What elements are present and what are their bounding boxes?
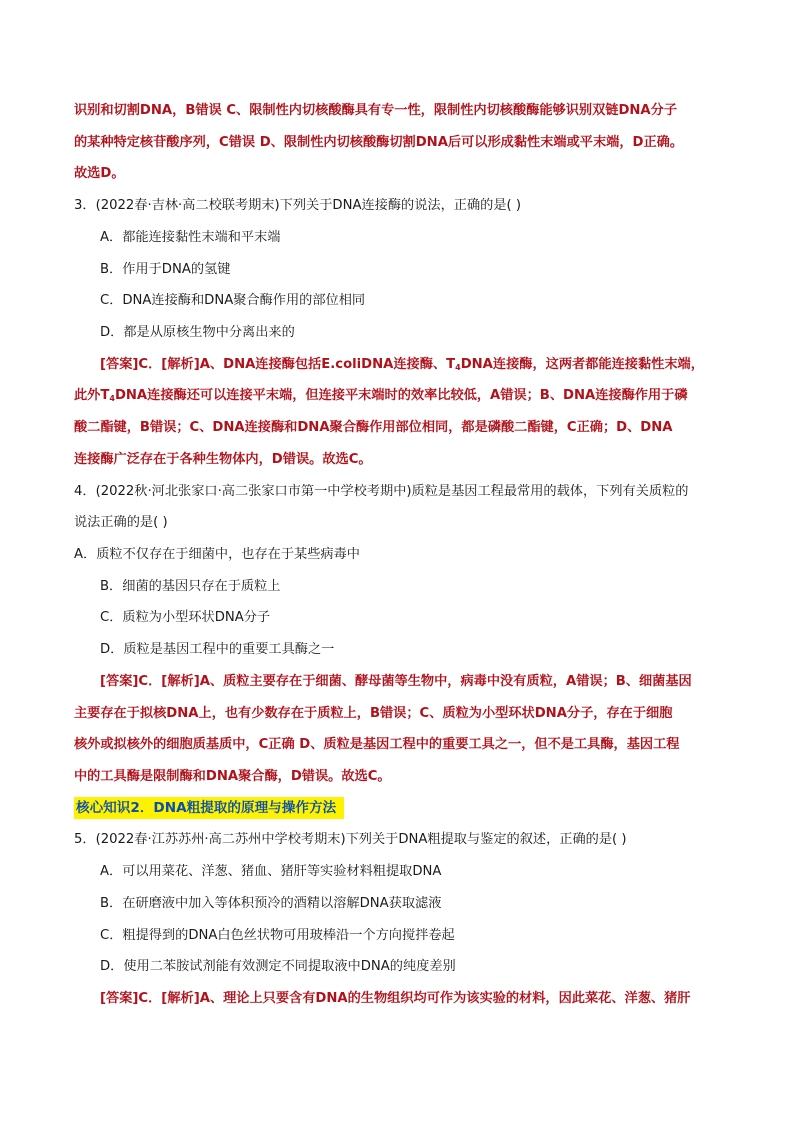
q4-answer-line-1: [答案]C．[解析]A、质粒主要存在于细菌、酵母菌等生物中，病毒中没有质粒，A错误；B、细菌基因: [100, 674, 692, 689]
subscript: 4: [455, 363, 461, 372]
q3-answer-line-4: 连接酶广泛存在于各种生物体内，D错误。故选C。: [74, 452, 372, 467]
q5-option-b: B．在研磨液中加入等体积预冷的酒精以溶解DNA获取滤液: [100, 896, 442, 911]
prev-answer-line-3: 故选D。: [74, 166, 125, 181]
subscript: 4: [109, 394, 115, 403]
q3-option-a: A．都能连接黏性末端和平末端: [100, 230, 281, 245]
q3-answer-line-2: [74, 386, 688, 406]
prev-answer-line-2: 的某种特定核苷酸序列，C错误 D、限制性内切核酸酶切割DNA后可以形成黏性末端或平末端，D正确。: [74, 135, 684, 150]
q3-answer-text: DNA连接酶，这两者都能连接黏性末端，: [460, 357, 704, 372]
q4-answer-line-3: 核外或拟核外的细胞质基质中，C正确 D、质粒是基因工程中的重要工具之一，但不是工具酶，基因工程: [74, 737, 680, 752]
q5-answer-line-1: [答案]C．[解析]A、理论上只要含有DNA的生物组织均可作为该实验的材料，因此菜花、洋葱、猪肝: [100, 991, 691, 1006]
q5-option-c: C．粗提得到的DNA白色丝状物可用玻棒沿一个方向搅拌卷起: [100, 928, 455, 943]
q3-answer-line-1: [100, 355, 704, 375]
q5-stem: 5．(2022春·江苏苏州·高二苏州中学校考期末)下列关于DNA粗提取与鉴定的叙述，正确的是( ): [74, 832, 627, 847]
q4-answer-line-2: 主要存在于拟核DNA上，也有少数存在于质粒上，B错误；C、质粒为小型环状DNA分子，存在于细胞: [74, 706, 673, 721]
q3-answer-line-3: 酸二酯键，B错误；C、DNA连接酶和DNA聚合酶作用部位相同，都是磷酸二酯键，C正确；D、DNA: [74, 420, 673, 435]
q4-option-a: A．质粒不仅存在于细菌中，也存在于某些病毒中: [74, 547, 360, 562]
q4-stem-line-1: 4．(2022秋·河北张家口·高二张家口市第一中学校考期中)质粒是基因工程最常用的载体，下列有关质粒的: [74, 484, 689, 499]
q4-option-b: B．细菌的基因只存在于质粒上: [100, 579, 281, 594]
q3-option-c: C．DNA连接酶和DNA聚合酶作用的部位相同: [100, 293, 366, 308]
q3-stem: 3．(2022春·吉林·高二校联考期末)下列关于DNA连接酶的说法，正确的是( ): [74, 198, 522, 213]
q4-stem-line-2: 说法正确的是( ): [74, 515, 168, 530]
q5-option-d: D．使用二苯胺试剂能有效测定不同提取液中DNA的纯度差别: [100, 959, 456, 974]
section-heading: 核心知识2．DNA粗提取的原理与操作方法: [74, 797, 344, 819]
q4-option-d: D．质粒是基因工程中的重要工具酶之一: [100, 642, 335, 657]
q3-answer-text: DNA连接酶还可以连接平末端，但连接平末端时的效率比较低，A错误；B、DNA连接酶作用于磷: [114, 388, 688, 403]
q3-option-d: D．都是从原核生物中分离出来的: [100, 325, 295, 340]
q4-option-c: C．质粒为小型环状DNA分子: [100, 610, 271, 625]
q3-answer-text: 此外T: [74, 388, 110, 403]
q3-answer-text: [答案]C．[解析]A、DNA连接酶包括E.coliDNA连接酶、T: [100, 357, 456, 372]
q4-answer-line-4: 中的工具酶是限制酶和DNA聚合酶，D错误。故选C。: [74, 769, 391, 784]
prev-answer-line-1: 识别和切割DNA，B错误 C、限制性内切核酸酶具有专一性，限制性内切核酸酶能够识别双链DNA分子: [74, 103, 678, 118]
q5-option-a: A．可以用菜花、洋葱、猪血、猪肝等实验材料粗提取DNA: [100, 864, 442, 879]
q3-option-b: B．作用于DNA的氢键: [100, 262, 231, 277]
